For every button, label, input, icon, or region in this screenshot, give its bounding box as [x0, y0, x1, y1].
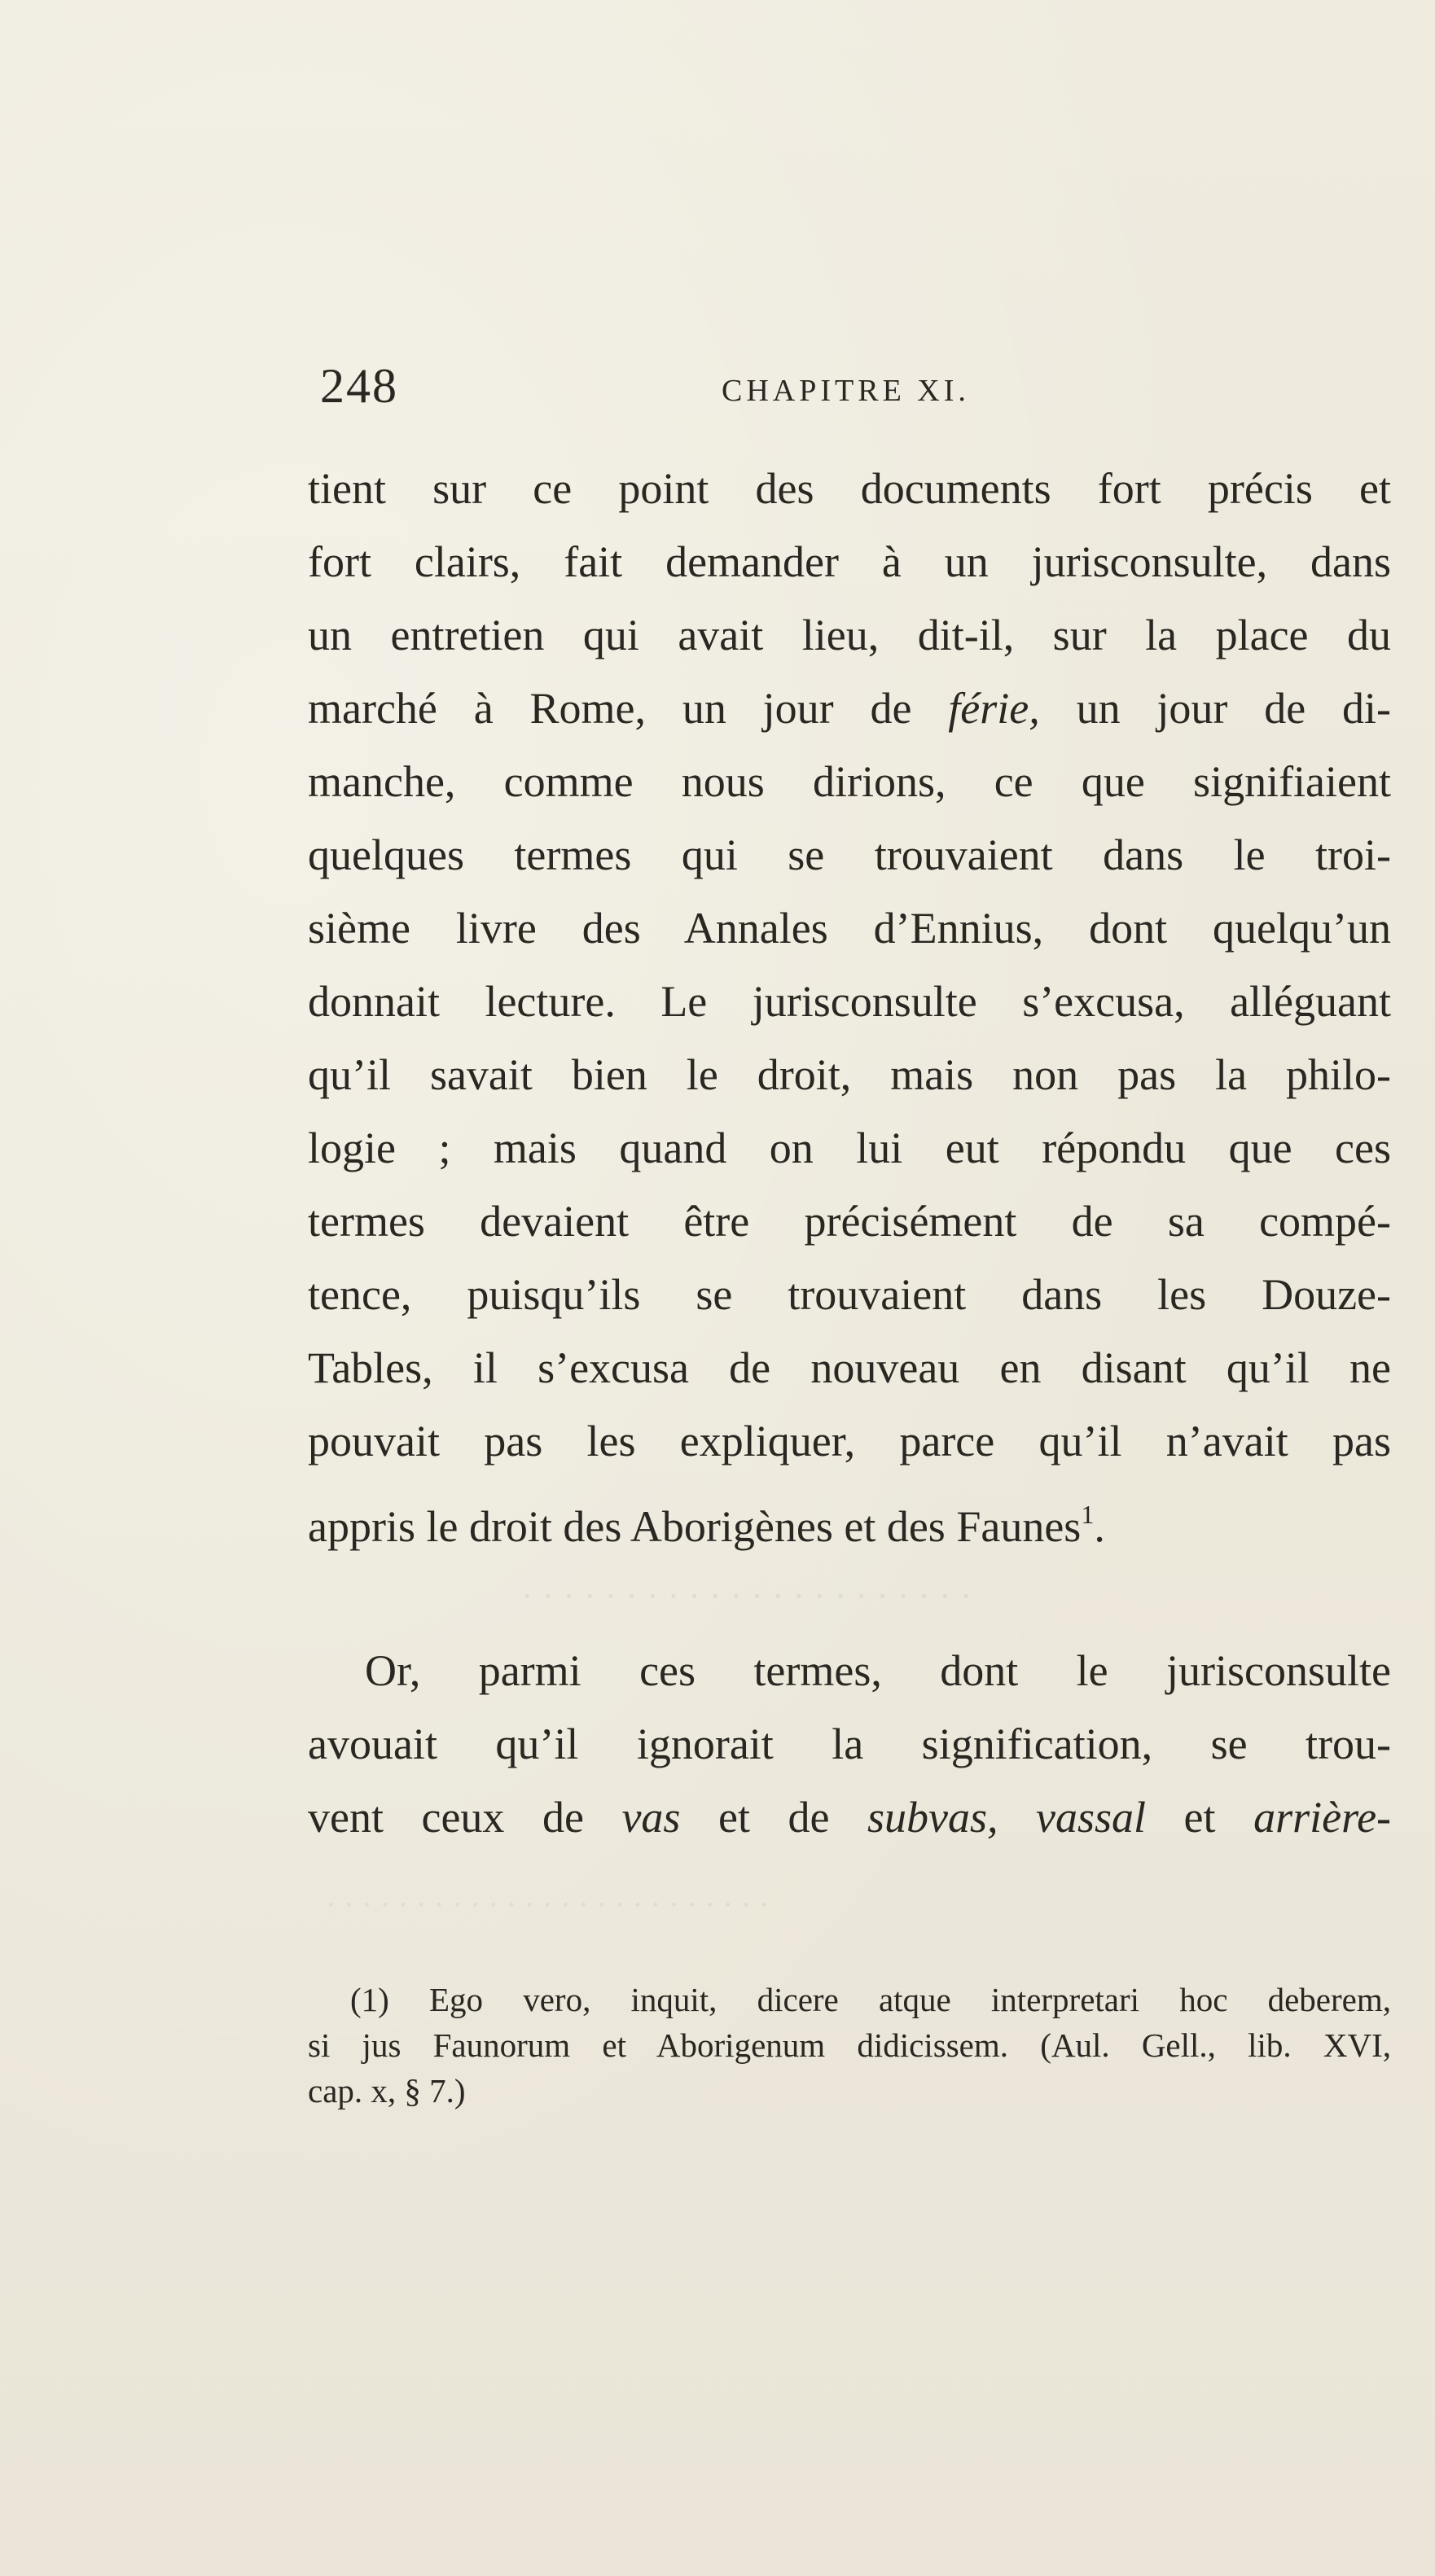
text-line: [308, 672, 1391, 745]
footnote-line: si jus Faunorum et Aborigenum didicissem. (Aul. Gell., lib. XVI,: [308, 2026, 1391, 2064]
text-segment: et de: [718, 1793, 830, 1842]
italic-term: arrière-: [1253, 1793, 1392, 1842]
text-line: termes devaient être précisément de sa compé-: [308, 1197, 1391, 1246]
text-line: [308, 1781, 1391, 1854]
text-line: pouvait pas les expliquer, parce qu’il n’avait pas: [308, 1417, 1391, 1465]
text-segment: un jour de di-: [1076, 684, 1391, 733]
text-line: un entretien qui avait lieu, dit-il, sur la place du: [308, 611, 1391, 659]
text-segment: appris le droit des Aborigènes et des Faunes: [308, 1502, 1082, 1551]
text-line: qu’il savait bien le droit, mais non pas la philo-: [308, 1050, 1391, 1099]
text-line: manche, comme nous dirions, ce que signifiaient: [308, 757, 1391, 806]
text-segment: vent ceux de: [308, 1793, 584, 1842]
page-number: 248: [320, 359, 398, 413]
paragraph-gap: [308, 1551, 1391, 1634]
page-header: [308, 358, 1391, 415]
italic-term: vassal: [1036, 1793, 1147, 1842]
text-line: Tables, il s’excusa de nouveau en disant qu’il ne: [308, 1343, 1391, 1392]
show-through-text: · · · · · · · · · · · · · · · · · · · · · ·: [521, 1576, 972, 1616]
running-head: CHAPITRE XI.: [722, 374, 970, 408]
text-segment: marché à Rome, un jour de: [308, 684, 912, 733]
text-line: Or, parmi ces termes, dont le jurisconsulte: [365, 1646, 1391, 1695]
footnote: [308, 1977, 1391, 2114]
text-segment: .: [1094, 1502, 1105, 1551]
italic-term: férie,: [948, 684, 1040, 733]
text-line: fort clairs, fait demander à un jurisconsulte, dans: [308, 537, 1391, 586]
text-segment: et: [1183, 1793, 1216, 1842]
italic-term: subvas,: [867, 1793, 998, 1842]
text-line: tient sur ce point des documents fort précis et: [308, 464, 1391, 513]
text-line: sième livre des Annales d’Ennius, dont quelqu’un: [308, 904, 1391, 953]
text-line: [308, 1478, 1391, 1551]
italic-term: vas: [621, 1793, 681, 1842]
footnote-line: cap. x, § 7.): [308, 2072, 466, 2109]
text-line: tence, puisqu’ils se trouvaient dans les Douze-: [308, 1270, 1391, 1319]
main-text: [308, 452, 1391, 1854]
text-line: donnait lecture. Le jurisconsulte s’excusa, alléguant: [308, 977, 1391, 1026]
show-through-text: · · · · · · · · · · · · · · · · · · · · · · · · ·: [326, 1888, 770, 1922]
text-line: quelques termes qui se trouvaient dans le troi-: [308, 830, 1391, 879]
text-line: logie ; mais quand on lui eut répondu que ces: [308, 1124, 1391, 1172]
text-line: avouait qu’il ignorait la signification, se trou-: [308, 1720, 1391, 1768]
footnote-marker: 1: [1081, 1500, 1095, 1529]
footnote-line: (1) Ego vero, inquit, dicere atque interpretari hoc deberem,: [350, 1981, 1391, 2018]
